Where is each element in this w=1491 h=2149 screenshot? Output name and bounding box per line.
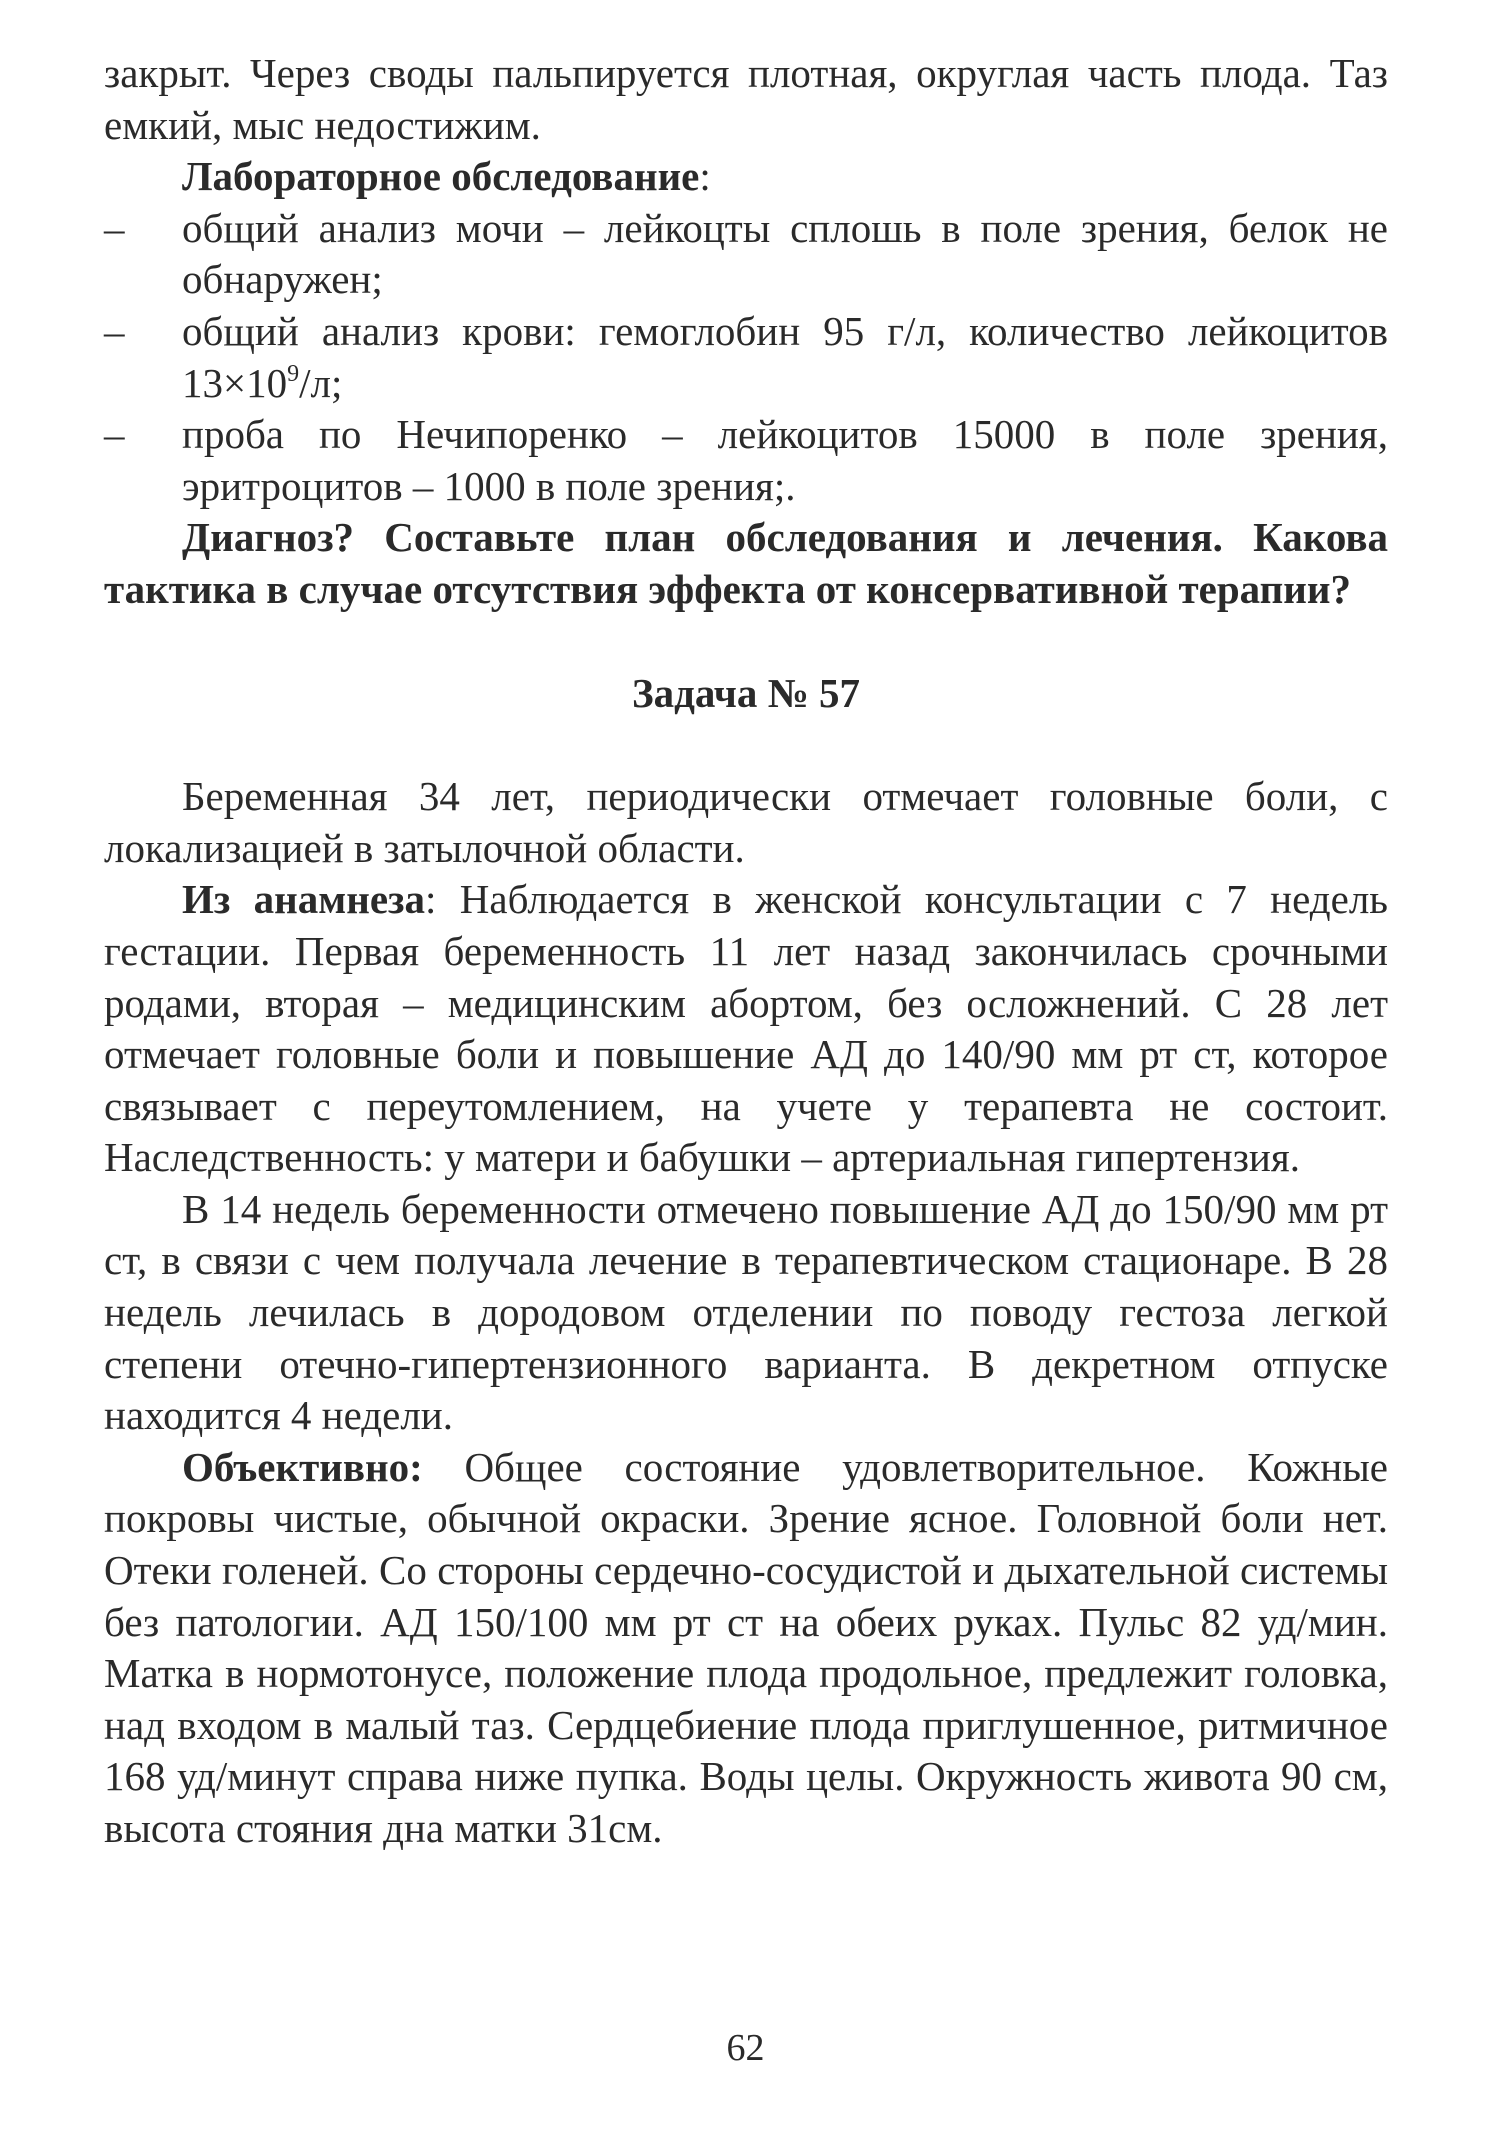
objective-label: Объективно:	[182, 1443, 423, 1490]
task-title: Задача № 57	[631, 669, 861, 716]
lab-item-blood	[104, 306, 1388, 409]
anamnesis-paragraph	[104, 874, 1388, 1184]
top-paragraph: закрыт. Через своды пальпируется плотная, округлая часть плода. Таз емкий, мыс недостижим.	[104, 50, 1388, 148]
list-dash: –	[104, 204, 125, 251]
pregnancy-course-paragraph: В 14 недель беременности отмечено повышение АД до 150/90 мм рт ст, в связи с чем получала лечение в терапевтическом стационаре. В 28 недель лечилась в дородовом отделении по поводу гестоза легкой степени отечно-гипертензионного варианта. В декретном отпуске находится 4 недели.	[104, 1185, 1388, 1439]
document-page	[104, 48, 1388, 1855]
page-number: 62	[726, 2027, 765, 2069]
lab-item-nechiporenko	[104, 409, 1388, 512]
exponent: 9	[287, 360, 300, 387]
list-dash: –	[104, 307, 125, 354]
lab-item-urine	[104, 203, 1388, 306]
lab-item-unit: /л;	[299, 359, 343, 406]
lab-item-text: общий анализ мочи – лейкоцты сплошь в поле зрения, белок не обнаружен;	[182, 204, 1388, 303]
question-paragraph: Диагноз? Составьте план обследования и лечения. Какова тактика в случае отсутствия эффекта от консервативной терапии?	[104, 514, 1388, 612]
objective-text: Общее состояние удовлетворительное. Кожные покровы чистые, обычной окраски. Зрение ясное. Головной боли нет. Отеки голеней. Со стороны сердечно-сосудистой и дыхательной системы без патологии. АД 150/100 мм рт ст на обеих руках. Пульс 82 уд/мин. Матка в нормотонусе, положение плода продольное, предлежит головка, над входом в малый таз. Сердцебиение плода приглушенное, ритмичное 168 уд/минут справа ниже пупка. Воды целы. Окружность живота 90 см, высота стояния дна матки 31см.	[104, 1443, 1388, 1851]
lab-heading	[104, 151, 1388, 203]
objective-paragraph	[104, 1442, 1388, 1855]
intro-paragraph: Беременная 34 лет, периодически отмечает головные боли, с локализацией в затылочной области.	[104, 773, 1388, 871]
anamnesis-text: : Наблюдается в женской консультации с 7 недель гестации. Первая беременность 11 лет назад закончилась срочными родами, вторая – медицинским абортом, без осложнений. С 28 лет отмечает головные боли и повышение АД до 140/90 мм рт ст, которое связывает с переутомлением, на учете у терапевта не состоит. Наследственность: у матери и бабушки – артериальная гипертензия.	[104, 876, 1388, 1181]
lab-title-colon: :	[699, 153, 711, 200]
lab-item-text: проба по Нечипоренко – лейкоцитов 15000 в поле зрения, эритроцитов – 1000 в поле зрения;.	[182, 411, 1388, 509]
list-dash: –	[104, 411, 125, 458]
anamnesis-label: Из анамнеза	[182, 876, 426, 923]
lab-item-text: общий анализ крови: гемоглобин 95 г/л, количество лейкоцитов 13×10	[182, 307, 1388, 406]
lab-title: Лабораторное обследование	[182, 153, 700, 200]
